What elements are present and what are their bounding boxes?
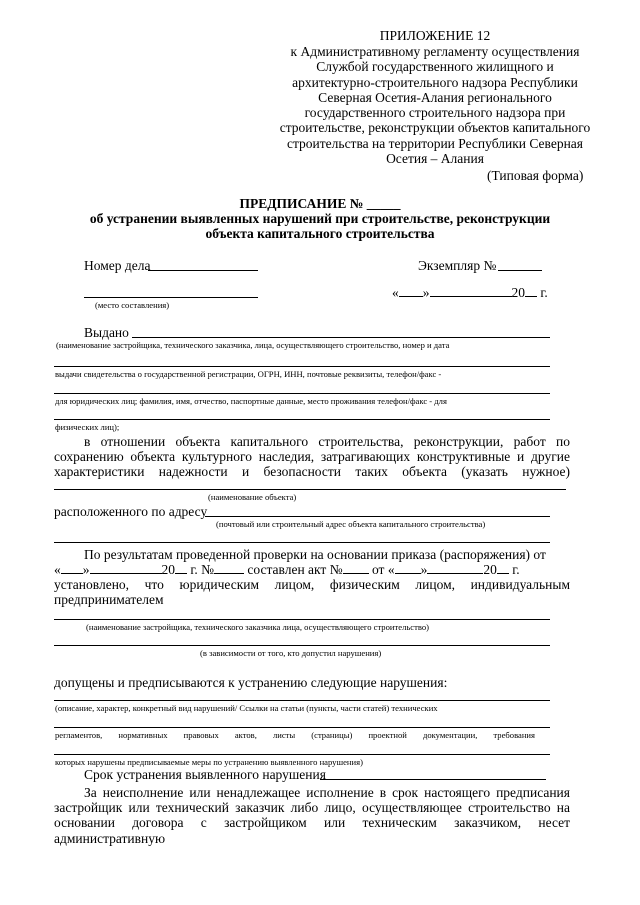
object-paragraph-line-3: характеристики надежности и безопасности таких объекта (указать нужное) bbox=[54, 464, 570, 479]
appendix-line: строительстве, реконструкции объектов капитального bbox=[279, 120, 591, 136]
address-line-2 bbox=[54, 542, 550, 543]
violations-field bbox=[54, 700, 550, 701]
liability-line-2: застройщик или технический заказчик либо лицо, осуществляющее строительство на bbox=[54, 800, 570, 815]
issued-caption-3: для юридических лиц; фамилия, имя, отчество, паспортные данные, место проживания телефон/факс - для bbox=[55, 396, 447, 406]
place-field bbox=[84, 297, 258, 298]
issued-line-4 bbox=[54, 419, 550, 420]
date-year-blank bbox=[525, 285, 537, 297]
act-month-blank bbox=[427, 562, 483, 574]
date-day-blank bbox=[399, 285, 423, 297]
document-title: ПРЕДПИСАНИЕ № _____ bbox=[239, 196, 401, 211]
violations-caption-3: которых нарушены предписываемые меры по устранению выявленного нарушения) bbox=[55, 757, 363, 767]
inspection-line-2 bbox=[54, 562, 520, 578]
appendix-title: ПРИЛОЖЕНИЕ 12 bbox=[379, 28, 491, 43]
appendix-line: Северная Осетия-Алания регионального bbox=[318, 89, 552, 105]
issued-line-3 bbox=[54, 393, 550, 394]
liability-line-3: основании договора с застройщиком или техническим заказчиком, несет административную bbox=[54, 815, 570, 846]
act-date-quote-open: от « bbox=[371, 562, 395, 577]
issued-line-2 bbox=[54, 366, 550, 367]
date-quote-open: « bbox=[392, 285, 399, 300]
violations-intro: допущены и предписываются к устранению следующие нарушения: bbox=[54, 675, 448, 690]
address-caption: (почтовый или строительный адрес объекта капитального строительства) bbox=[216, 519, 486, 529]
order-year-prefix: 20 bbox=[161, 562, 175, 577]
liability-line-1: За неисполнение или ненадлежащее исполнение в срок настоящего предписания bbox=[84, 785, 570, 800]
date-year-suffix: г. bbox=[540, 285, 548, 300]
date-field bbox=[392, 285, 548, 301]
violations-line-2 bbox=[54, 727, 550, 728]
violator-field bbox=[54, 619, 550, 620]
object-name-field bbox=[54, 489, 566, 490]
deadline-field bbox=[320, 779, 546, 780]
issued-label: Выдано bbox=[84, 325, 129, 340]
copy-number-label: Экземпляр № bbox=[418, 258, 497, 273]
issued-field bbox=[132, 337, 550, 338]
inspection-line-1: По результатам проведенной проверки на основании приказа (распоряжения) от bbox=[84, 547, 546, 562]
date-quote-close: » bbox=[422, 285, 430, 300]
document-subtitle: об устранении выявленных нарушений при строительстве, реконструкции bbox=[89, 211, 551, 226]
order-month-blank bbox=[90, 562, 162, 574]
appendix-line: Осетия – Алания bbox=[386, 151, 484, 167]
appendix-line: архитектурно-строительного надзора Республики bbox=[292, 74, 578, 90]
date-year-prefix: 20 bbox=[511, 285, 525, 300]
issued-caption-4: физических лиц); bbox=[55, 422, 120, 432]
appendix-line: к Административному регламенту осуществления bbox=[290, 44, 580, 59]
act-year-suffix: г. bbox=[512, 562, 520, 577]
inspection-quote-close: » bbox=[82, 562, 90, 577]
address-label: расположенного по адресу bbox=[54, 504, 208, 519]
order-day-blank bbox=[61, 562, 83, 574]
case-number-field bbox=[148, 270, 258, 271]
appendix-line: строительства на территории Республики Северная bbox=[287, 135, 583, 151]
order-year-blank bbox=[175, 562, 187, 574]
inspection-line-3: установлено, что юридическим лицом, физическим лицом, индивидуальным bbox=[54, 577, 570, 592]
act-number-label: составлен акт № bbox=[247, 562, 343, 577]
place-caption: (место составления) bbox=[95, 300, 170, 310]
appendix-line: Службой государственного жилищного и bbox=[316, 59, 554, 75]
act-day-blank bbox=[395, 562, 421, 574]
address-field bbox=[205, 516, 550, 517]
issued-caption-2: выдачи свидетельства о государственной регистрации, ОГРН, ИНН, почтовые реквизиты, телефон/факс - bbox=[55, 369, 442, 379]
violator-line-2 bbox=[54, 645, 550, 646]
date-month-blank bbox=[430, 285, 512, 297]
object-paragraph-line-2: сохранению объекта культурного наследия, затрагивающих конструктивные и другие bbox=[54, 449, 570, 464]
violator-caption-2: (в зависимости от того, кто допустил нарушения) bbox=[200, 648, 382, 658]
copy-number-field bbox=[498, 270, 542, 271]
deadline-label: Срок устранения выявленного нарушения bbox=[84, 767, 326, 782]
order-number-label: г. № bbox=[190, 562, 215, 577]
violator-caption: (наименование застройщика, технического заказчика лица, осуществляющего строительство) bbox=[86, 622, 430, 632]
issued-caption-1: (наименование застройщика, технического заказчика, лица, осуществляющего строительство, номер и дата bbox=[56, 340, 450, 350]
violations-caption-1: (описание, характер, конкретный вид нарушений/ Ссылки на статьи (пункты, части статей) технических bbox=[55, 703, 438, 713]
violations-caption-2: регламентов, нормативных правовых актов, листы (страницы) проектной документации, требования bbox=[55, 730, 535, 740]
order-number-blank bbox=[214, 562, 244, 574]
inspection-quote-open: « bbox=[54, 562, 61, 577]
document-subtitle-2: объекта капитального строительства bbox=[205, 226, 435, 241]
appendix-line: государственного строительного надзора при bbox=[304, 105, 566, 121]
act-date-quote-close: » bbox=[420, 562, 428, 577]
object-paragraph-line-1: в отношении объекта капитального строительства, реконструкции, работ по bbox=[84, 434, 570, 449]
case-number-label: Номер дела bbox=[84, 258, 151, 273]
violations-line-3 bbox=[54, 754, 550, 755]
form-type-label: (Типовая форма) bbox=[487, 168, 584, 183]
object-name-caption: (наименование объекта) bbox=[208, 492, 297, 502]
act-year-prefix: 20 bbox=[483, 562, 497, 577]
act-year-blank bbox=[497, 562, 509, 574]
act-number-blank bbox=[343, 562, 369, 574]
appendix-text bbox=[255, 44, 615, 166]
inspection-line-4: предпринимателем bbox=[54, 592, 164, 607]
